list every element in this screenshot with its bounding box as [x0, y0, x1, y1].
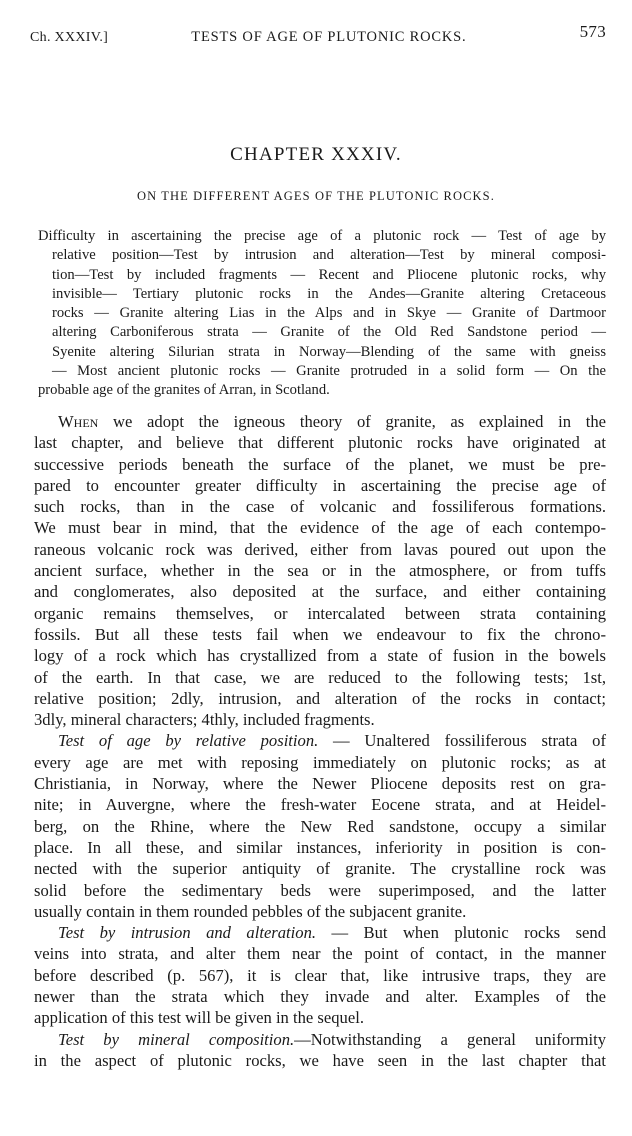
synopsis-line: altering Carboniferous strata — Granite of the Old Red Sandstone period —: [52, 324, 606, 341]
text-line: ancient surface, whether in the sea or in the atmosphere, or from tuffs: [34, 561, 606, 581]
text-line: every age are met with reposing immediately on plutonic rocks; as at: [34, 752, 606, 772]
text-line: 3dly, mineral characters; 4thly, included fragments.: [34, 710, 375, 730]
synopsis-line: Syenite altering Silurian strata in Norway—Blending of the same with gneiss: [52, 343, 606, 360]
section-heading-mineral-composition: Test by mineral composition.: [58, 1029, 295, 1049]
synopsis-line: relative position—Test by intrusion and alteration—Test by mineral composi-: [52, 247, 606, 264]
text-line: last chapter, and believe that different plutonic rocks have originated at: [34, 433, 606, 453]
text-line: before described (p. 567), it is clear that, like intrusive traps, they are: [34, 965, 606, 985]
synopsis-line: — Most ancient plutonic rocks — Granite protruded in a solid form — On the: [52, 363, 606, 380]
synopsis-line: probable age of the granites of Arran, in Scotland.: [38, 382, 330, 399]
paragraph-4-first-line: [34, 1029, 606, 1050]
paragraph-3-first-line: [34, 922, 606, 943]
text-line: fossils. But all these tests fail when we endeavour to fix the chrono-: [34, 624, 606, 644]
running-head-chapter: Ch. XXXIV.]: [30, 30, 109, 45]
chapter-subtitle: ON THE DIFFERENT AGES OF THE PLUTONIC ROCKS.: [137, 189, 495, 203]
synopsis-line: invisible— Tertiary plutonic rocks in the Andes—Granite altering Cretaceous: [52, 285, 606, 302]
text-line: in the aspect of plutonic rocks, we have seen in the last chapter that: [34, 1050, 606, 1070]
running-head: [30, 22, 606, 46]
opening-word: When: [58, 412, 99, 431]
text-run: we adopt the igneous theory of granite, as explained in the: [98, 412, 606, 431]
text-line: such rocks, than in the case of volcanic and fossiliferous formations.: [34, 497, 606, 517]
synopsis-line: Difficulty in ascertaining the precise age of a plutonic rock — Test of age by: [38, 228, 606, 244]
text-line: and conglomerates, also deposited at the surface, and either containing: [34, 582, 606, 602]
paragraph-2-first-line: [34, 730, 606, 751]
text-run: — Unaltered fossiliferous strata of: [318, 731, 606, 751]
synopsis-line: rocks — Granite altering Lias in the Alps and in Skye — Granite of Dartmoor: [52, 305, 606, 322]
text-line: logy of a rock which has crystallized from a state of fusion in the bowels: [34, 646, 606, 666]
body-text: [34, 411, 606, 1071]
section-heading-intrusion: Test by intrusion and alteration.: [58, 923, 317, 943]
text-line: of the earth. In that case, we are reduced to the following tests; 1st,: [34, 667, 606, 687]
chapter-heading: CHAPTER XXXIV.: [230, 144, 402, 165]
section-heading-relative-position: Test of age by relative position.: [58, 731, 319, 751]
page-number: 573: [579, 22, 606, 41]
text-line: newer than the strata which they invade and alter. Examples of the: [34, 987, 606, 1007]
text-line: Christiania, in Norway, where the Newer Pliocene deposits rest on gra-: [34, 774, 606, 794]
text-line: nite; in Auvergne, where the fresh-water Eocene strata, and at Heidel-: [34, 795, 606, 815]
text-line: We must bear in mind, that the evidence of the age of each contempo-: [34, 518, 606, 538]
text-line: organic remains themselves, or intercalated between strata containing: [34, 603, 606, 623]
chapter-synopsis: [38, 227, 606, 401]
text-line: berg, on the Rhine, where the New Red sandstone, occupy a similar: [34, 816, 606, 836]
text-run: — But when plutonic rocks send: [316, 923, 606, 943]
text-line: usually contain in them rounded pebbles of the subjacent granite.: [34, 901, 467, 921]
text-line: relative position; 2dly, intrusion, and alteration of the rocks in contact;: [34, 688, 606, 708]
text-line: successive periods beneath the surface of the planet, we must be pre-: [34, 454, 606, 474]
running-head-title: TESTS OF AGE OF PLUTONIC ROCKS.: [191, 29, 467, 45]
synopsis-line: tion—Test by included fragments — Recent and Pliocene plutonic rocks, why: [52, 266, 606, 283]
paragraph-1-first-line: [34, 411, 606, 432]
text-line: place. In all these, and similar instances, inferiority in position is con-: [34, 837, 606, 857]
text-line: solid before the sedimentary beds were superimposed, and the latter: [34, 880, 606, 900]
text-line: nected with the superior antiquity of granite. The crystalline rock was: [34, 859, 606, 879]
text-line: raneous volcanic rock was derived, either from lavas poured out upon the: [34, 539, 606, 559]
text-run: —Notwithstanding a general uniformity: [294, 1029, 606, 1049]
text-line: application of this test will be given in the sequel.: [34, 1008, 364, 1028]
text-line: pared to encounter greater difficulty in ascertaining the precise age of: [34, 475, 606, 495]
text-line: veins into strata, and alter them near the point of contact, in the manner: [34, 944, 606, 964]
